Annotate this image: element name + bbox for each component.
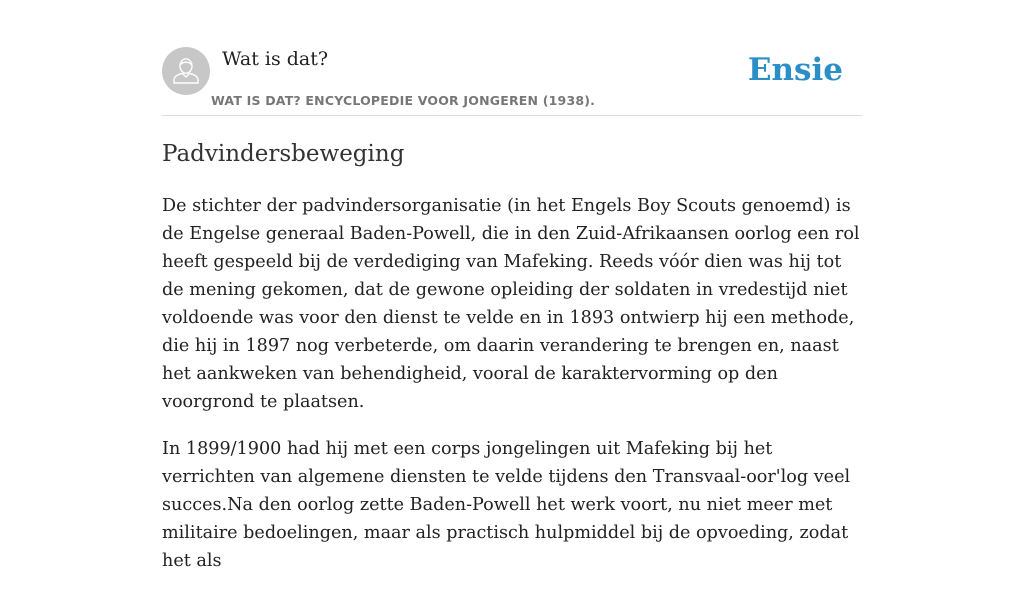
article-title: Padvindersbeweging [162, 141, 405, 167]
article-page [162, 0, 862, 571]
author-avatar[interactable] [162, 47, 210, 95]
user-icon [162, 47, 210, 95]
ensie-logo[interactable]: Ensie [747, 52, 843, 88]
article-paragraph: In 1899/1900 had hij met een corps jongelingen uit Mafeking bij het verrichten van algemene diensten te velde tijdens den Transvaal-oor'log veel succes.Na den oorlog zette Baden-Powell het werk voort, nu niet meer met militaire bedoelingen, maar als practisch hulpmiddel bij de opvoeding, zodat het als [162, 439, 851, 571]
article-header [162, 46, 862, 116]
source-reference: WAT IS DAT? ENCYCLOPEDIE VOOR JONGEREN (1938). [211, 93, 596, 108]
article-body [162, 192, 866, 594]
article-paragraph: De stichter der padvindersorganisatie (in het Engels Boy Scouts genoemd) is de Engelse generaal Baden-Powell, die in den Zuid-Afrikaansen oorlog een rol heeft gespeeld bij de verdediging van Mafeking. Reeds vóór dien was hij tot de mening gekomen, dat de gewone opleiding der soldaten in vredestijd niet voldoende was voor den dienst te velde en in 1893 ontwierp hij een methode, die hij in 1897 nog verbeterde, om daarin verandering te brengen en, naast het aankweken van behendigheid, vooral de karaktervorming op den voorgrond te plaatsen. [162, 196, 860, 412]
author-name[interactable]: Wat is dat? [222, 48, 329, 70]
